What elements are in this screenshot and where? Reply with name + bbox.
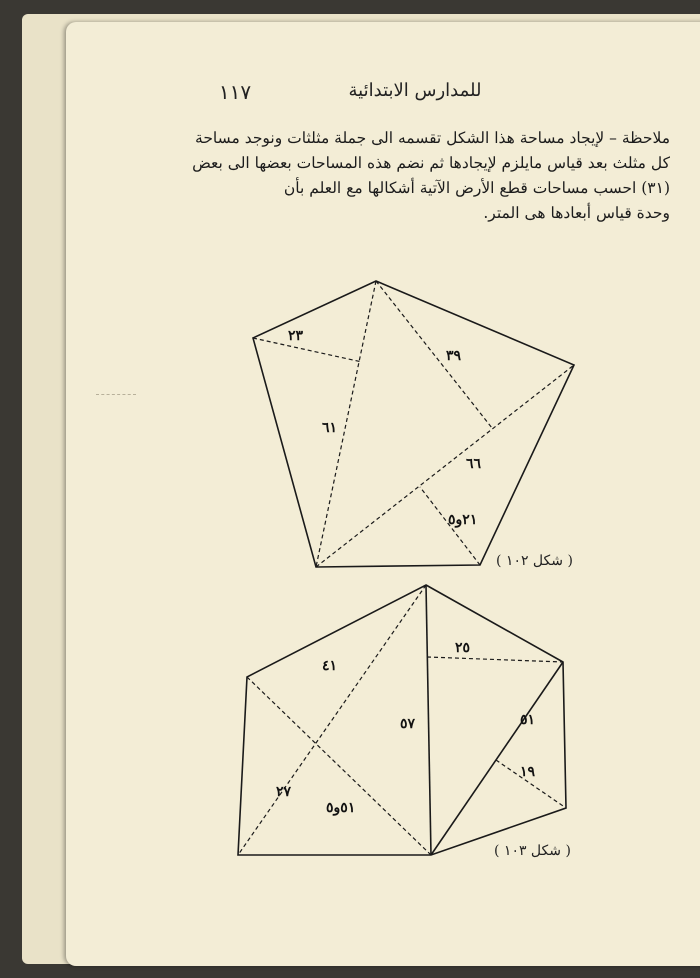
figure-102 (253, 281, 574, 567)
fig102-outline (253, 281, 574, 567)
fig103-label-b: ٢٥ (455, 640, 471, 656)
fig102-height-1 (253, 338, 362, 362)
page-number: ١١٧ (218, 80, 252, 104)
fig102-label-b: ٣٩ (446, 348, 462, 364)
fig102-label-d: ٦٦ (466, 456, 482, 472)
fig103-label-e: ١٩ (520, 764, 536, 780)
figure-103-caption: ( شكل ١٠٣ ) (494, 843, 571, 859)
fig103-label-d: ٥١ (520, 712, 536, 728)
fig103-diagonal-2 (247, 677, 431, 855)
text-line-3: (٣١) احسب مساحات قطع الأرض الآتية أشكالها مع العلم بأن (283, 179, 670, 197)
fig103-diagonal (431, 662, 563, 855)
figure-102-caption: ( شكل ١٠٢ ) (496, 553, 573, 569)
fig103-label-f: ٢٧ (276, 784, 292, 800)
text-line-4: وحدة قياس أبعادها هى المتر. (483, 204, 670, 222)
fig103-vertical-line (426, 585, 431, 855)
fig103-label-c: ٥٧ (400, 716, 416, 732)
text-line-2: كل مثلث بعد قياس مايلزم لإيجادها ثم نضم هذه المساحات بعضها الى بعض (192, 154, 670, 172)
fig103-height-1 (427, 657, 563, 662)
text-line-1: ملاحظة – لإيجاد مساحة هذا الشكل تقسمه الى جملة مثلثات ونوجد مساحة (195, 129, 670, 147)
page-header-title: للمدارس الابتدائية (348, 80, 482, 101)
fig102-label-a: ٢٣ (288, 328, 304, 344)
fig102-label-e: ٢١و٥ (448, 512, 478, 528)
fig102-label-c: ٦١ (322, 420, 338, 436)
fig103-label-g: ٥١و٥ (326, 800, 356, 816)
fig103-label-a: ٤١ (322, 658, 338, 674)
fig102-height-2 (376, 281, 492, 428)
fig102-diagonal-2 (316, 365, 574, 567)
